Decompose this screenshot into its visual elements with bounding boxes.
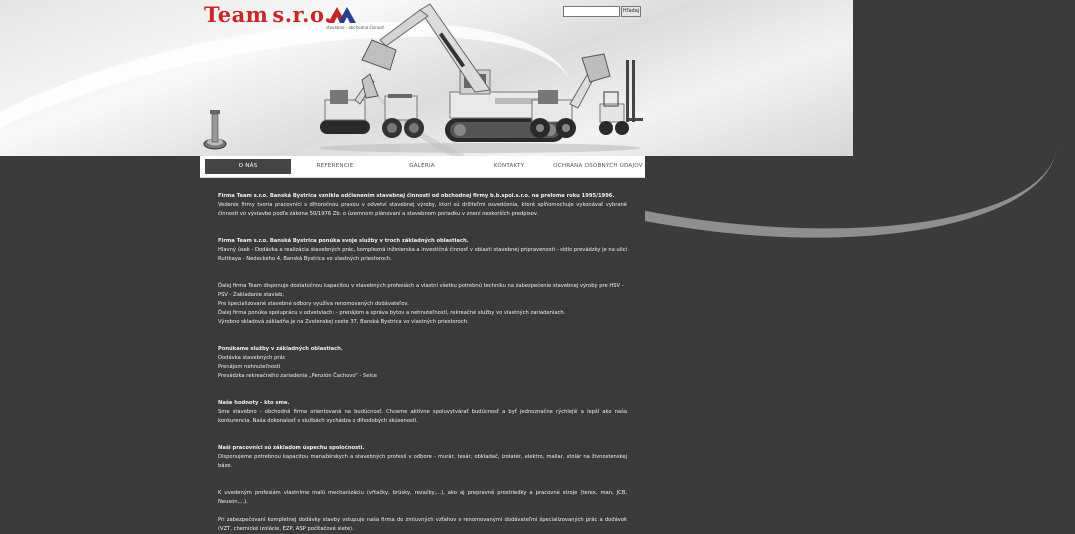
header (0, 0, 853, 156)
nav-item-ochrana-osobnych-udajov[interactable]: OCHRANA OSOBNÝCH ÚDAJOV (553, 163, 643, 169)
section-values (218, 399, 627, 426)
nav-item-galeria[interactable]: GALÉRIA (409, 163, 435, 169)
section-subcontractors (218, 516, 627, 534)
section-capacity (218, 282, 627, 327)
section-text: K uvedeným profesiám vlastníme malú mechanizáciu (vŕtačky, brúsky, rezačky,...), ako aj prepravné prostriedky a pracovné stroje (terex, man, JCB, Neuson,...). (218, 490, 627, 505)
nav-item-o-nas[interactable]: O NÁS (205, 159, 291, 174)
search-button[interactable]: Hľadaj (621, 6, 641, 17)
list-item: Prevádzka rekreačného zariadenia „Penzión Čachovo“ - Selce (218, 373, 377, 379)
section-text: Pri zabezpečovaní kompletnej dodávky stavby vstupuje naša firma do zmluvných vzťahov s renomovanými dodávateľmi špecializovaných prác a dodávok (VZT, chemické izolácie, EZP, ASP počítačové siete). (218, 517, 627, 532)
nav-item-kontakty[interactable]: KONTAKTY (493, 163, 525, 169)
hero-machinery-image (300, 0, 645, 156)
nav-item-referencie[interactable]: REFERENCIE (316, 163, 354, 169)
manhole-image (203, 104, 227, 152)
logo-team-text: Team (204, 2, 269, 27)
section-title: Naši pracovníci sú základom úspechu spoločnosti. (218, 445, 365, 451)
section-title: Firma Team s.r.o. Banská Bystrica ponúka svoje služby v troch základných oblastiach. (218, 238, 469, 244)
section-title: Firma Team s.r.o. Banská Bystrica vznikla odčlenením stavebnej činnosti od obchodnej firmy b.b.spol.s.r.o. na prelome roku 1995/1996. (218, 193, 615, 199)
list-item: Dodávka stavebných prác (218, 355, 286, 361)
section-text: Pre špecializované stavebné odbory využíva renomovaných dodávateľov. (218, 301, 409, 307)
section-services-areas (218, 237, 627, 264)
section-history (218, 192, 627, 219)
logo-tagline: stavebno - obchodná činnosť (326, 25, 384, 30)
section-staff (218, 444, 627, 471)
section-offered-services (218, 345, 627, 381)
section-text: Hlavný úsek - Dodávka a realizácia stavebných prác, komplexná inžinierska a investičná činnosť v oblasti stavebnej pripravenosti - sídlo prevádzky je na ulici Ruttkaya - Nedeckého 4, Banská Bystrica vo vlastných priestoroch. (218, 247, 627, 262)
list-item: Prenájom nehnuteľností (218, 364, 281, 370)
main-content (200, 178, 645, 532)
section-text: Disponujeme potrebnou kapacitou manažérskych a stavebných profesií v odbore - murár, tesár, obkladač, izolatér, elektro, maliar, stolár na živnostenskej báze. (218, 454, 627, 469)
section-equipment (218, 489, 627, 507)
section-text: Vedenie firmy tvoria pracovníci s dlhoročnou praxou v odvetví stavebnej výroby, ktorí sú držiteľmi osvedčenia, ktoré spĺňomochuje vykonávať vybrané činnosti vo výstavbe podľa zákona 50/1976 Zb. o územnom plánovaní a stavebnom poriadku v znení neskorších predpisov. (218, 202, 627, 217)
section-title: Ponúkame služby v základných oblastiach. (218, 346, 343, 352)
logo-sro-text: s.r.o. (272, 2, 332, 27)
section-title: Naše hodnoty - kto sme. (218, 400, 290, 406)
section-text: Sme stavebno - obchodná firma orientovaná na budúcnosť. Chceme aktívne spoluvytvárať budúcnosť a byť jednoznačne rýchlejší a lepší ako naša konkurencia. Naša dokonalosť v službách vychádza z dlhodobých skúseností. (218, 409, 627, 424)
section-text: Ďalej firma Team disponuje dostatočnou kapacitou v stavebných profesiách a vlastní všetku potrebnú techniku na zabezpečenie stavebnej výroby pre HSV - PSV - Zakladanie stavieb. (218, 283, 624, 298)
main-nav (200, 156, 645, 178)
section-text: Ďalej firma ponúka spoluprácu v odvetviach: - prenájom a správa bytov a nehnuteľností, rekreačné služby vo vlastných zariadeniach. (218, 310, 566, 316)
section-text: Výrobno skladová základňa je na Zvolenskej ceste 37, Banská Bystrica vo vlastných priestoroch. (218, 319, 469, 325)
